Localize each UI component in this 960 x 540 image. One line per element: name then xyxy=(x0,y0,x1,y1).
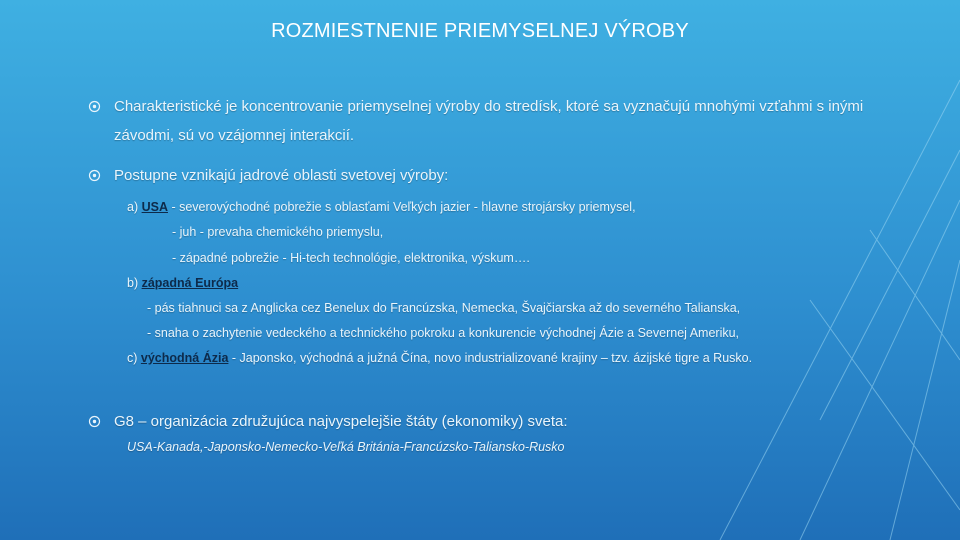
sub-a-line3: - západné pobrežie - Hi-tech technológie, elektronika, výskum…. xyxy=(172,251,530,265)
sub-c-prefix: c) xyxy=(127,351,141,365)
slide-title: ROZMIESTNENIE PRIEMYSELNEJ VÝROBY xyxy=(271,20,689,42)
decorative-lines xyxy=(660,0,960,540)
bullet-2-text: Postupne vznikajú jadrové oblasti svetovej výroby: xyxy=(114,167,449,184)
bullet-3 xyxy=(88,407,888,436)
g8-members: USA-Kanada,-Japonsko-Nemecko-Veľká Británia-Francúzsko-Taliansko-Rusko xyxy=(127,440,565,454)
target-bullet-icon xyxy=(88,415,101,428)
target-bullet-icon xyxy=(88,100,101,113)
bullet-1-text: Charakteristické je koncentrovanie priemyselnej výroby do stredísk, ktoré sa vyznačujú mnohými vzťahmi s inými závodmi, sú vo vzájomnej interakcií. xyxy=(114,98,864,144)
sub-c-rest: - Japonsko, východná a južná Čína, novo industrializované krajiny – tzv. ázijské tigre a Rusko. xyxy=(228,351,753,365)
sub-c-line1 xyxy=(127,351,752,365)
bullet-3-text: G8 – organizácia združujúca najvyspelejšie štáty (ekonomiky) sveta: xyxy=(114,413,568,430)
bullet-1 xyxy=(88,92,888,150)
sub-a-line2: - juh - prevaha chemického priemyslu, xyxy=(172,225,384,239)
target-bullet-icon xyxy=(88,169,101,182)
sub-b-line2: - pás tiahnuci sa z Anglicka cez Benelux do Francúzska, Nemecka, Švajčiarska až do severného Talianska, xyxy=(147,301,741,315)
sub-a-line1 xyxy=(127,200,636,214)
vychodna-azia-link[interactable]: východná Ázia xyxy=(140,351,229,365)
sub-a-prefix: a) xyxy=(127,200,142,214)
bullet-2 xyxy=(88,161,888,190)
sub-b-line3: - snaha o zachytenie vedeckého a technického pokroku a konkurencie východnej Ázie a Severnej Ameriku, xyxy=(147,326,740,340)
sub-a-rest: - severovýchodné pobrežie s oblasťami Veľkých jazier - hlavne strojársky priemysel, xyxy=(168,200,636,214)
zapadna-europa-link[interactable]: západná Európa xyxy=(141,276,239,290)
usa-link[interactable]: USA xyxy=(141,200,168,214)
sub-b-prefix: b) xyxy=(127,276,142,290)
sub-b-line1 xyxy=(127,276,238,290)
